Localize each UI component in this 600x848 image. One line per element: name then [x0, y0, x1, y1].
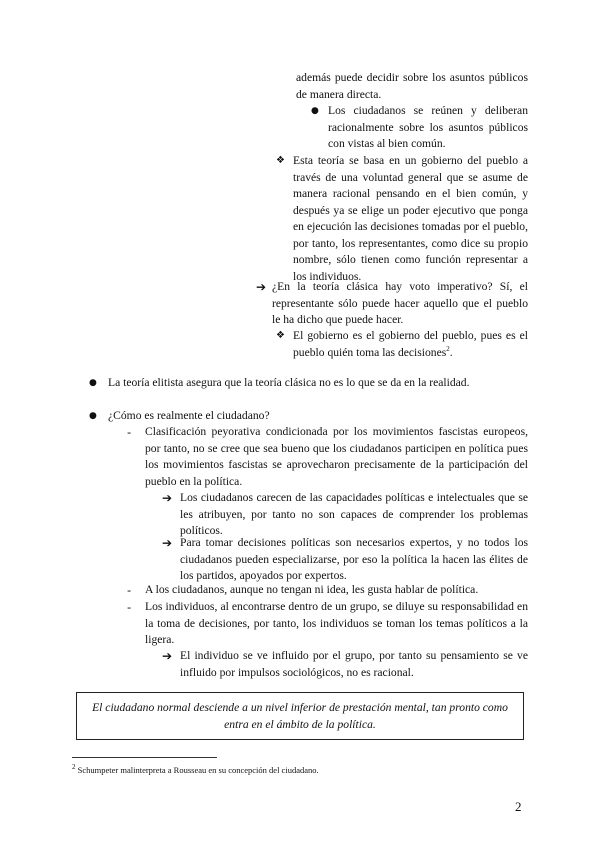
quote-text: El ciudadano normal desciende a un nivel inferior de prestación mental, tan pronto como entra en el ámbito de la política.: [92, 701, 508, 731]
footnote-rule: [72, 757, 217, 758]
continued-paragraph: además puede decidir sobre los asuntos públicos de manera directa.: [296, 71, 528, 101]
bullet-marker: ●: [311, 106, 319, 116]
footnote-text: Schumpeter malinterpreta a Rousseau en su concepción del ciudadano.: [77, 765, 319, 775]
arrow-item-expertos: Para tomar decisiones políticas son necesarios expertos, y no todos los ciudadanos pueden especializarse, por eso la política la hacen las élites de los partidos, apoyados por expertos.: [180, 536, 528, 582]
dash-marker: -: [127, 583, 132, 597]
arrow-marker: ➔: [162, 491, 173, 505]
quote-box: [76, 692, 524, 740]
diamond-marker: ❖: [276, 155, 285, 166]
dash-item-hablar: A los ciudadanos, aunque no tengan ni idea, les gusta hablar de política.: [145, 583, 479, 596]
bullet-marker: ●: [89, 378, 97, 388]
arrow-marker: ➔: [162, 536, 173, 550]
dash-marker: -: [127, 600, 132, 614]
sub-bullet-reunion: Los ciudadanos se reúnen y deliberan racionalmente sobre los asuntos públicos con vistas al bien común.: [328, 104, 528, 150]
diamond-item-pueblo: El gobierno es el gobierno del pueblo, pues es el pueblo quién toma las decisiones$^2$.: [293, 329, 528, 359]
footnote: [72, 765, 319, 776]
arrow-marker: ➔: [162, 649, 173, 663]
arrow-item-influido: El individuo se ve influido por el grupo, por tanto su pensamiento se ve influido por impulsos sociológicos, no es racional.: [180, 649, 528, 679]
footnote-number: 2: [72, 763, 76, 772]
dash-item-clasificacion: Clasificación peyorativa condicionada por los movimientos fascistas europeos, por tanto, no se cree que sea bueno que los ciudadanos participen en política pues los movimientos fascistas se aprovecharon precisamente de la participación del pueblo en la política.: [145, 425, 528, 488]
dash-item-grupo: Los individuos, al encontrarse dentro de un grupo, se diluye su responsabilidad en la toma de decisiones, por tanto, los individuos se toman los temas políticos a la ligera.: [145, 600, 528, 646]
bullet-elitista: La teoría elitista asegura que la teoría clásica no es lo que se da en la realidad.: [108, 376, 470, 389]
diamond-item-text: Esta teoría se basa en un gobierno del pueblo a través de una voluntad general que se asume de manera racional pensando en el bien común, y después ya se elige un poder ejecutivo que ponga en ejecución las decisiones tomadas por el pueblo, por tanto, los representantes, como dice su propio nombre, sólo tienen como función representar a los individuos.: [293, 154, 528, 283]
bullet-marker: ●: [89, 411, 97, 421]
arrow-item-capacidades: Los ciudadanos carecen de las capacidades políticas e intelectuales que se les atribuyen, por tanto no son capaces de comprender los problemas políticos.: [180, 491, 528, 537]
dash-marker: -: [127, 425, 132, 439]
diamond-item-gobierno: [293, 153, 528, 285]
page-number: 2: [515, 799, 522, 814]
arrow-marker: ➔: [256, 280, 267, 294]
bullet-ciudadano: ¿Cómo es realmente el ciudadano?: [108, 409, 270, 422]
arrow-item-voto: ¿En la teoría clásica hay voto imperativo? Sí, el representante sólo puede hacer aquello que el pueblo le ha dicho que puede hacer.: [272, 280, 528, 326]
footnote-ref: 2: [446, 344, 450, 353]
diamond-marker: ❖: [276, 330, 285, 341]
